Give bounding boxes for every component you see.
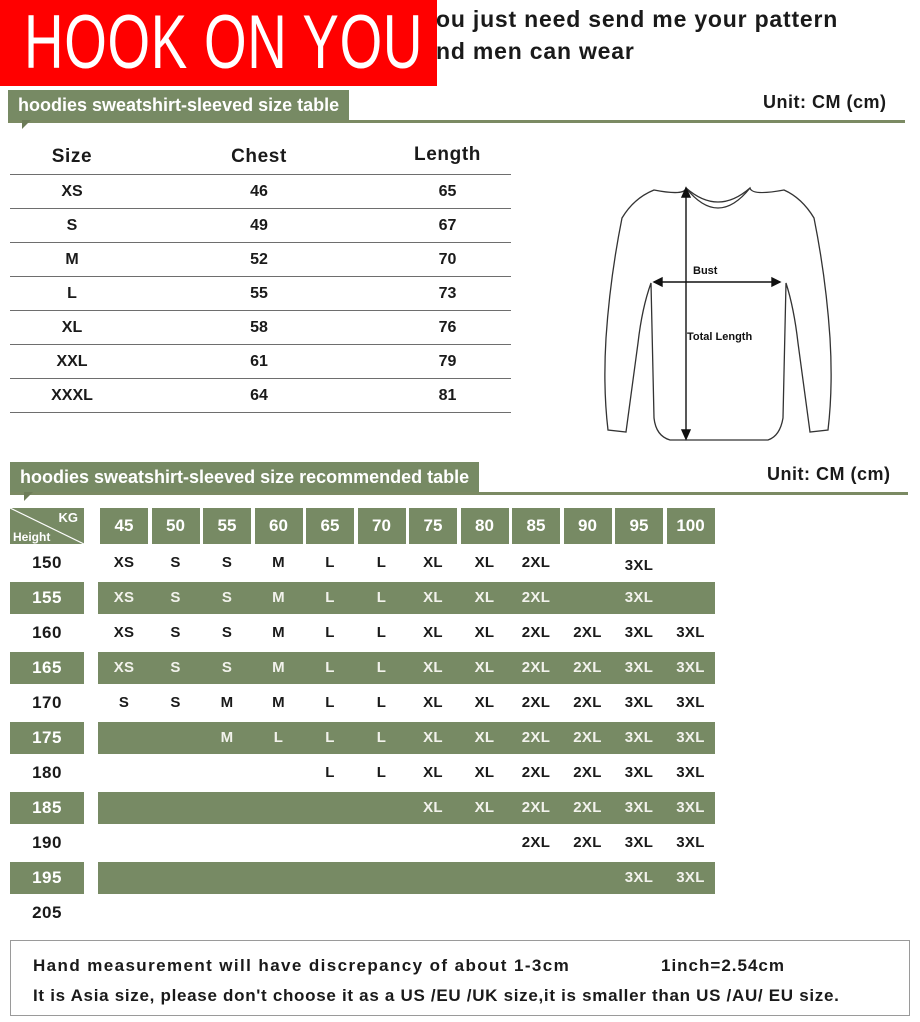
recommended-size-cell: L [376, 729, 387, 746]
recommended-size-cell: L [376, 764, 387, 781]
weight-header-cell: 55 [203, 508, 251, 544]
length-cell: 81 [438, 386, 457, 404]
recommended-size-cell: S [170, 554, 181, 571]
recommended-size-cell: XL [474, 624, 495, 641]
recommended-size-cell: S [170, 659, 181, 676]
recommended-size-cell: 3XL [676, 729, 705, 746]
footer-notes [10, 940, 910, 1016]
recommended-size-cell: 3XL [624, 694, 654, 711]
brand-logo-text: HOOK ON YOU [24, 0, 424, 85]
recommended-size-cell: 3XL [676, 799, 705, 816]
recommended-size-cell: XL [474, 799, 495, 816]
rec-section-rule [10, 492, 908, 495]
weight-header-cell: 65 [306, 508, 354, 544]
recommended-size-cell: M [220, 729, 234, 746]
rec-section-title: hoodies sweatshirt-sleeved size recommended table [10, 462, 479, 492]
recommended-size-cell: M [272, 624, 285, 641]
recommended-size-cell: 3XL [624, 589, 654, 606]
size-table-row [10, 174, 511, 208]
recommended-size-cell: L [325, 624, 335, 641]
size-section-unit: Unit: CM (cm) [763, 92, 887, 112]
recommended-size-cell: XL [423, 799, 443, 816]
rec-section-tab-tip [24, 492, 33, 501]
recommended-size-cell: XL [423, 624, 443, 641]
recommended-size-cell: XL [423, 729, 443, 746]
recommended-size-cell: 2XL [573, 624, 602, 641]
size-cell: L [67, 284, 77, 302]
bust-arrow [654, 278, 780, 286]
recommended-size-cell: XL [423, 589, 443, 606]
recommended-size-cell: M [272, 589, 285, 606]
recommended-size-cell: S [170, 624, 181, 641]
recommended-size-cell: 2XL [521, 834, 551, 851]
size-cell: XS [61, 182, 83, 200]
recommended-size-cell: 3XL [676, 869, 705, 886]
chest-cell: 61 [250, 352, 268, 370]
recommended-size-cell: 3XL [624, 557, 654, 574]
chest-cell: 58 [250, 318, 268, 336]
recommended-size-cell: 3XL [624, 799, 654, 816]
recommended-size-cell: 3XL [624, 834, 654, 851]
chest-cell: 46 [250, 182, 268, 200]
recommended-size-cell: 2XL [573, 834, 602, 851]
recommended-size-cell: 3XL [624, 729, 654, 746]
header-chest: Chest [231, 146, 287, 167]
recommended-size-cell: 2XL [521, 554, 551, 571]
height-label-cell: 190 [32, 833, 62, 852]
recommended-size-cell: L [325, 764, 335, 781]
recommended-size-cell: S [221, 554, 233, 571]
height-label-cell: 195 [10, 862, 84, 894]
recommended-size-cell: L [325, 694, 335, 711]
header-size: Size [51, 146, 93, 167]
height-label-cell: 160 [32, 623, 62, 642]
corner-cell [10, 508, 84, 544]
note-line-1: ou just need send me your pattern [436, 6, 839, 32]
weight-header-cell: 45 [100, 508, 148, 544]
recommended-size-cell: M [220, 694, 234, 711]
recommended-size-cell: 2XL [573, 764, 602, 781]
weight-header-cell: 50 [152, 508, 200, 544]
recommended-size-cell: 2XL [521, 624, 551, 641]
recommended-size-cell: 2XL [521, 589, 551, 606]
size-section-title: hoodies sweatshirt-sleeved size table [8, 90, 349, 120]
recommended-size-cell: S [118, 694, 130, 711]
recommended-size-cell: XS [113, 589, 135, 606]
recommended-size-cell: XS [113, 659, 135, 676]
recommended-size-cell: 3XL [676, 659, 705, 676]
garment-diagram [590, 178, 840, 446]
size-table-row [10, 208, 511, 242]
recommended-size-cell: M [272, 554, 285, 571]
size-table-row [10, 242, 511, 276]
recommended-size-cell: 3XL [676, 834, 705, 851]
size-cell: XXL [56, 352, 88, 370]
recommended-size-cell: S [170, 694, 181, 711]
weight-header-cell: 95 [615, 508, 663, 544]
recommended-size-cell: 2XL [521, 729, 551, 746]
recommended-size-cell: 3XL [676, 694, 705, 711]
size-table [10, 140, 511, 413]
recommended-size-cell: XL [474, 554, 495, 571]
size-cell: S [66, 216, 78, 234]
size-table-row [10, 378, 511, 413]
height-label-cell: 175 [10, 722, 84, 754]
bust-label: Bust [693, 265, 718, 277]
note-line-2: nd men can wear [436, 38, 635, 64]
recommended-size-cell: L [376, 694, 387, 711]
length-label: Total Length [687, 331, 753, 343]
recommended-size-cell: S [221, 589, 233, 606]
length-cell: 79 [438, 352, 457, 370]
height-label-cell: 185 [10, 792, 84, 824]
size-section-tab-tip [22, 120, 31, 129]
size-table-header [10, 140, 511, 174]
recommended-size-cell: L [376, 624, 387, 641]
size-table-row [10, 310, 511, 344]
recommended-size-cell: L [325, 729, 335, 746]
recommended-size-cell: XL [474, 589, 495, 606]
length-arrow [682, 188, 690, 439]
recommended-size-cell: L [325, 659, 335, 676]
recommended-size-cell: XS [113, 554, 135, 571]
footer-inch-conversion: 1inch=2.54cm [661, 956, 785, 975]
recommended-size-cell: L [273, 729, 284, 746]
footer-discrepancy-note: Hand measurement will have discrepancy of about 1-3cm [33, 956, 571, 975]
recommended-size-cell: S [170, 589, 181, 606]
height-label-cell: 180 [32, 763, 62, 782]
recommended-size-cell: M [272, 659, 285, 676]
size-cell: XL [61, 318, 83, 336]
size-table-row [10, 344, 511, 378]
chest-cell: 55 [250, 284, 268, 302]
footer-asia-size-note: It is Asia size, please don't choose it as a US /EU /UK size,it is smaller than US /AU/ EU size. [33, 986, 840, 1005]
recommended-size-cell: S [221, 624, 233, 641]
recommended-size-cell: 2XL [521, 764, 551, 781]
weight-header-cell: 75 [409, 508, 457, 544]
brand-logo [0, 0, 437, 86]
recommended-size-cell: M [272, 694, 285, 711]
recommended-size-cell: XL [474, 659, 495, 676]
recommended-size-cell: XL [423, 694, 443, 711]
chest-cell: 52 [250, 250, 268, 268]
recommended-size-cell: L [376, 659, 387, 676]
size-cell: XXXL [51, 386, 93, 404]
recommended-size-cell: XL [474, 764, 495, 781]
recommended-size-cell: 3XL [676, 764, 705, 781]
rec-section-unit: Unit: CM (cm) [767, 464, 891, 484]
recommended-size-cell: L [325, 554, 335, 571]
weight-header-cell: 60 [255, 508, 303, 544]
size-table-row [10, 276, 511, 310]
length-cell: 73 [438, 284, 457, 302]
height-label-cell: 205 [32, 903, 62, 922]
recommended-size-cell: 3XL [624, 624, 654, 641]
recommended-size-cell: 3XL [624, 659, 654, 676]
recommended-size-cell: 2XL [521, 799, 551, 816]
recommended-size-cell: XL [474, 694, 495, 711]
length-cell: 67 [438, 216, 457, 234]
recommended-size-cell: 2XL [573, 694, 602, 711]
recommended-size-cell: L [376, 589, 387, 606]
recommended-size-cell: XL [423, 764, 443, 781]
corner-kg-label: KG [58, 510, 78, 525]
recommended-size-cell: L [376, 554, 387, 571]
recommended-size-cell: XS [113, 624, 135, 641]
recommended-size-cell: 2XL [573, 729, 602, 746]
chest-cell: 49 [250, 216, 268, 234]
corner-height-label: Height [13, 530, 51, 544]
height-label-cell: 150 [32, 553, 62, 572]
header-length: Length [414, 144, 481, 165]
recommended-size-cell: 3XL [676, 624, 705, 641]
garment-outline [605, 188, 831, 440]
length-cell: 76 [438, 318, 457, 336]
weight-header-cell: 100 [667, 508, 715, 544]
recommended-size-cell: XL [474, 729, 495, 746]
weight-header-cell: 80 [461, 508, 509, 544]
weight-header-cell: 85 [512, 508, 560, 544]
recommended-size-cell: 2XL [521, 694, 551, 711]
recommended-size-cell: S [221, 659, 233, 676]
recommended-size-cell: XL [423, 659, 443, 676]
chest-cell: 64 [250, 386, 268, 404]
recommended-size-cell: L [325, 589, 335, 606]
height-label-cell: 155 [10, 582, 84, 614]
weight-header-cell: 90 [564, 508, 612, 544]
length-cell: 70 [438, 250, 457, 268]
height-label-cell: 170 [32, 693, 62, 712]
recommended-size-cell: 3XL [624, 869, 654, 886]
size-section-rule [8, 120, 905, 123]
recommended-size-cell: 2XL [573, 659, 602, 676]
weight-header-cell: 70 [358, 508, 406, 544]
recommended-size-cell: 2XL [573, 799, 602, 816]
size-cell: M [65, 250, 79, 268]
height-label-cell: 165 [10, 652, 84, 684]
recommended-size-cell: 3XL [624, 764, 654, 781]
recommended-size-cell: XL [423, 554, 443, 571]
length-cell: 65 [438, 182, 457, 200]
recommended-size-cell: 2XL [521, 659, 551, 676]
